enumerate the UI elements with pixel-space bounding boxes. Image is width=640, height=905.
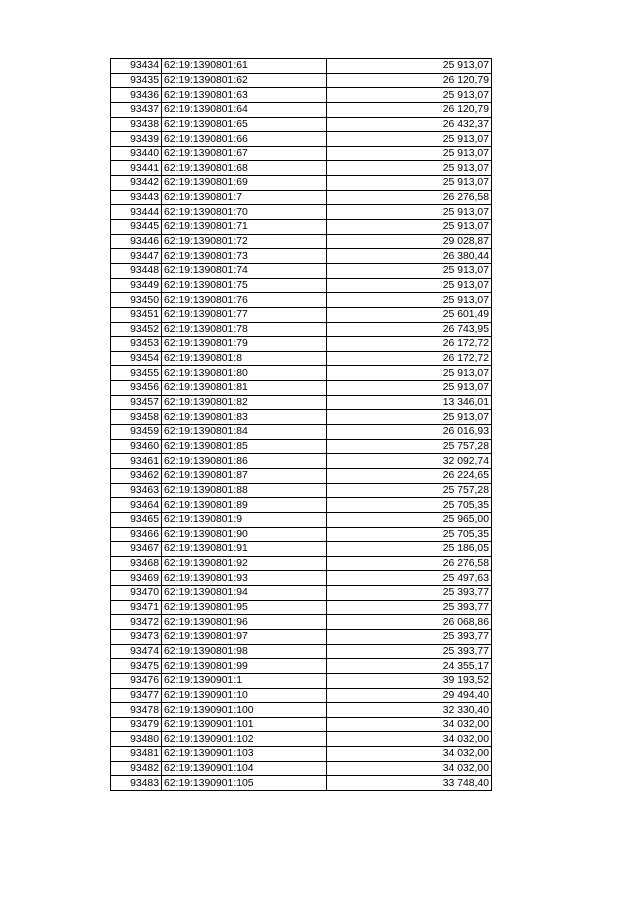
table-row — [111, 263, 492, 278]
cadastral-number-cell: 62:19:1390801:9 — [162, 512, 327, 527]
value-cell: 25 705,35 — [327, 498, 492, 513]
table-row — [111, 176, 492, 191]
cadastral-number-cell: 62:19:1390801:75 — [162, 278, 327, 293]
table-row — [111, 59, 492, 74]
table-row — [111, 644, 492, 659]
value-cell: 32 330,40 — [327, 703, 492, 718]
table-row — [111, 454, 492, 469]
table-row — [111, 732, 492, 747]
cadastral-number-cell: 62:19:1390801:81 — [162, 381, 327, 396]
table-row — [111, 102, 492, 117]
value-cell: 25 186,05 — [327, 542, 492, 557]
row-number-cell: 93478 — [111, 703, 162, 718]
table-row — [111, 542, 492, 557]
row-number-cell: 93466 — [111, 527, 162, 542]
value-cell: 33 748,40 — [327, 776, 492, 791]
cadastral-number-cell: 62:19:1390801:70 — [162, 205, 327, 220]
row-number-cell: 93471 — [111, 600, 162, 615]
value-cell: 13 346,01 — [327, 395, 492, 410]
value-cell: 26 068,86 — [327, 615, 492, 630]
cadastral-number-cell: 62:19:1390801:66 — [162, 132, 327, 147]
cadastral-number-cell: 62:19:1390801:8 — [162, 351, 327, 366]
table-row — [111, 161, 492, 176]
value-cell: 25 965,00 — [327, 512, 492, 527]
cadastral-number-cell: 62:19:1390901:10 — [162, 688, 327, 703]
row-number-cell: 93468 — [111, 556, 162, 571]
table-row — [111, 425, 492, 440]
row-number-cell: 93473 — [111, 629, 162, 644]
value-cell: 25 393,77 — [327, 600, 492, 615]
table-row — [111, 132, 492, 147]
table-row — [111, 483, 492, 498]
row-number-cell: 93448 — [111, 263, 162, 278]
cadastral-number-cell: 62:19:1390801:72 — [162, 234, 327, 249]
table-row — [111, 307, 492, 322]
cadastral-number-cell: 62:19:1390801:89 — [162, 498, 327, 513]
row-number-cell: 93458 — [111, 410, 162, 425]
table-row — [111, 322, 492, 337]
value-cell: 25 757,28 — [327, 483, 492, 498]
row-number-cell: 93463 — [111, 483, 162, 498]
row-number-cell: 93459 — [111, 425, 162, 440]
cadastral-number-cell: 62:19:1390801:92 — [162, 556, 327, 571]
cadastral-number-cell: 62:19:1390801:79 — [162, 337, 327, 352]
table-row — [111, 468, 492, 483]
table-row — [111, 556, 492, 571]
cadastral-number-cell: 62:19:1390901:103 — [162, 747, 327, 762]
value-cell: 32 092,74 — [327, 454, 492, 469]
value-cell: 25 393,77 — [327, 629, 492, 644]
row-number-cell: 93436 — [111, 88, 162, 103]
row-number-cell: 93445 — [111, 220, 162, 235]
cadastral-number-cell: 62:19:1390801:69 — [162, 176, 327, 191]
value-cell: 25 393,77 — [327, 644, 492, 659]
value-cell: 25 913,07 — [327, 366, 492, 381]
value-cell: 34 032,00 — [327, 717, 492, 732]
table-row — [111, 88, 492, 103]
row-number-cell: 93475 — [111, 659, 162, 674]
cadastral-number-cell: 62:19:1390801:68 — [162, 161, 327, 176]
row-number-cell: 93465 — [111, 512, 162, 527]
table-row — [111, 249, 492, 264]
value-cell: 25 393,77 — [327, 586, 492, 601]
value-cell: 26 120,79 — [327, 73, 492, 88]
row-number-cell: 93451 — [111, 307, 162, 322]
cadastral-number-cell: 62:19:1390801:80 — [162, 366, 327, 381]
cadastral-number-cell: 62:19:1390801:97 — [162, 629, 327, 644]
table-row — [111, 673, 492, 688]
row-number-cell: 93437 — [111, 102, 162, 117]
table-row — [111, 615, 492, 630]
table-row — [111, 117, 492, 132]
row-number-cell: 93457 — [111, 395, 162, 410]
cadastral-number-cell: 62:19:1390801:64 — [162, 102, 327, 117]
cadastral-number-cell: 62:19:1390801:63 — [162, 88, 327, 103]
value-cell: 34 032,00 — [327, 761, 492, 776]
value-cell: 25 913,07 — [327, 88, 492, 103]
table-row — [111, 571, 492, 586]
cadastral-number-cell: 62:19:1390801:67 — [162, 146, 327, 161]
row-number-cell: 93480 — [111, 732, 162, 747]
table-row — [111, 776, 492, 791]
cadastral-number-cell: 62:19:1390801:7 — [162, 190, 327, 205]
row-number-cell: 93455 — [111, 366, 162, 381]
cadastral-number-cell: 62:19:1390801:65 — [162, 117, 327, 132]
cadastral-number-cell: 62:19:1390801:98 — [162, 644, 327, 659]
cadastral-number-cell: 62:19:1390801:82 — [162, 395, 327, 410]
row-number-cell: 93446 — [111, 234, 162, 249]
table-row — [111, 761, 492, 776]
table-row — [111, 381, 492, 396]
cadastral-number-cell: 62:19:1390801:90 — [162, 527, 327, 542]
table-row — [111, 629, 492, 644]
row-number-cell: 93435 — [111, 73, 162, 88]
value-cell: 25 497,63 — [327, 571, 492, 586]
row-number-cell: 93453 — [111, 337, 162, 352]
value-cell: 26 016,93 — [327, 425, 492, 440]
row-number-cell: 93469 — [111, 571, 162, 586]
row-number-cell: 93481 — [111, 747, 162, 762]
value-cell: 26 224,65 — [327, 468, 492, 483]
cadastral-number-cell: 62:19:1390801:86 — [162, 454, 327, 469]
cadastral-number-cell: 62:19:1390801:87 — [162, 468, 327, 483]
row-number-cell: 93477 — [111, 688, 162, 703]
value-cell: 25 913,07 — [327, 293, 492, 308]
value-cell: 29 028,87 — [327, 234, 492, 249]
table-row — [111, 703, 492, 718]
table-row — [111, 410, 492, 425]
table-row — [111, 234, 492, 249]
cadastral-number-cell: 62:19:1390801:71 — [162, 220, 327, 235]
row-number-cell: 93452 — [111, 322, 162, 337]
cadastral-value-table — [110, 58, 492, 791]
cadastral-number-cell: 62:19:1390801:62 — [162, 73, 327, 88]
row-number-cell: 93467 — [111, 542, 162, 557]
table-row — [111, 586, 492, 601]
value-cell: 24 355,17 — [327, 659, 492, 674]
table-row — [111, 688, 492, 703]
value-cell: 34 032,00 — [327, 747, 492, 762]
row-number-cell: 93472 — [111, 615, 162, 630]
row-number-cell: 93441 — [111, 161, 162, 176]
value-cell: 25 913,07 — [327, 132, 492, 147]
cadastral-number-cell: 62:19:1390801:99 — [162, 659, 327, 674]
table-row — [111, 220, 492, 235]
value-cell: 25 913,07 — [327, 381, 492, 396]
row-number-cell: 93462 — [111, 468, 162, 483]
value-cell: 25 913,07 — [327, 59, 492, 74]
row-number-cell: 93447 — [111, 249, 162, 264]
value-cell: 26 172,72 — [327, 351, 492, 366]
table-row — [111, 747, 492, 762]
table-row — [111, 278, 492, 293]
value-cell: 25 913,07 — [327, 161, 492, 176]
cadastral-number-cell: 62:19:1390901:101 — [162, 717, 327, 732]
value-cell: 26 172,72 — [327, 337, 492, 352]
value-cell: 25 913,07 — [327, 220, 492, 235]
value-cell: 25 913,07 — [327, 410, 492, 425]
table-row — [111, 146, 492, 161]
cadastral-number-cell: 62:19:1390801:83 — [162, 410, 327, 425]
table-row — [111, 600, 492, 615]
row-number-cell: 93438 — [111, 117, 162, 132]
cadastral-number-cell: 62:19:1390801:76 — [162, 293, 327, 308]
value-cell: 25 913,07 — [327, 146, 492, 161]
row-number-cell: 93470 — [111, 586, 162, 601]
cadastral-number-cell: 62:19:1390801:78 — [162, 322, 327, 337]
value-cell: 25 913,07 — [327, 205, 492, 220]
value-cell: 26 120,79 — [327, 102, 492, 117]
value-cell: 25 757,28 — [327, 439, 492, 454]
cadastral-number-cell: 62:19:1390901:1 — [162, 673, 327, 688]
cadastral-number-cell: 62:19:1390901:105 — [162, 776, 327, 791]
table-row — [111, 439, 492, 454]
cadastral-number-cell: 62:19:1390801:91 — [162, 542, 327, 557]
row-number-cell: 93450 — [111, 293, 162, 308]
table-row — [111, 73, 492, 88]
row-number-cell: 93474 — [111, 644, 162, 659]
value-cell: 25 601,49 — [327, 307, 492, 322]
value-cell: 29 494,40 — [327, 688, 492, 703]
table-row — [111, 717, 492, 732]
row-number-cell: 93454 — [111, 351, 162, 366]
cadastral-number-cell: 62:19:1390801:93 — [162, 571, 327, 586]
value-cell: 26 380,44 — [327, 249, 492, 264]
value-cell: 25 913,07 — [327, 263, 492, 278]
row-number-cell: 93442 — [111, 176, 162, 191]
table-row — [111, 512, 492, 527]
row-number-cell: 93476 — [111, 673, 162, 688]
table-row — [111, 498, 492, 513]
row-number-cell: 93464 — [111, 498, 162, 513]
table-body — [111, 59, 492, 791]
row-number-cell: 93479 — [111, 717, 162, 732]
cadastral-number-cell: 62:19:1390901:104 — [162, 761, 327, 776]
value-cell: 25 913,07 — [327, 278, 492, 293]
row-number-cell: 93440 — [111, 146, 162, 161]
cadastral-number-cell: 62:19:1390801:96 — [162, 615, 327, 630]
table-row — [111, 293, 492, 308]
cadastral-number-cell: 62:19:1390801:74 — [162, 263, 327, 278]
table-row — [111, 205, 492, 220]
value-cell: 39 193,52 — [327, 673, 492, 688]
cadastral-number-cell: 62:19:1390801:94 — [162, 586, 327, 601]
cadastral-number-cell: 62:19:1390801:73 — [162, 249, 327, 264]
value-cell: 26 276,58 — [327, 190, 492, 205]
table-row — [111, 351, 492, 366]
cadastral-number-cell: 62:19:1390801:95 — [162, 600, 327, 615]
row-number-cell: 93439 — [111, 132, 162, 147]
value-cell: 26 276,58 — [327, 556, 492, 571]
value-cell: 26 743,95 — [327, 322, 492, 337]
row-number-cell: 93461 — [111, 454, 162, 469]
row-number-cell: 93444 — [111, 205, 162, 220]
cadastral-number-cell: 62:19:1390801:85 — [162, 439, 327, 454]
table-row — [111, 190, 492, 205]
table-row — [111, 337, 492, 352]
row-number-cell: 93483 — [111, 776, 162, 791]
row-number-cell: 93443 — [111, 190, 162, 205]
cadastral-number-cell: 62:19:1390801:77 — [162, 307, 327, 322]
cadastral-number-cell: 62:19:1390901:100 — [162, 703, 327, 718]
row-number-cell: 93456 — [111, 381, 162, 396]
cadastral-number-cell: 62:19:1390801:84 — [162, 425, 327, 440]
row-number-cell: 93460 — [111, 439, 162, 454]
table-row — [111, 366, 492, 381]
value-cell: 25 705,35 — [327, 527, 492, 542]
row-number-cell: 93482 — [111, 761, 162, 776]
value-cell: 26 432,37 — [327, 117, 492, 132]
cadastral-number-cell: 62:19:1390801:88 — [162, 483, 327, 498]
table-row — [111, 395, 492, 410]
value-cell: 34 032,00 — [327, 732, 492, 747]
cadastral-number-cell: 62:19:1390901:102 — [162, 732, 327, 747]
table-row — [111, 659, 492, 674]
row-number-cell: 93434 — [111, 59, 162, 74]
cadastral-number-cell: 62:19:1390801:61 — [162, 59, 327, 74]
table-row — [111, 527, 492, 542]
row-number-cell: 93449 — [111, 278, 162, 293]
value-cell: 25 913,07 — [327, 176, 492, 191]
